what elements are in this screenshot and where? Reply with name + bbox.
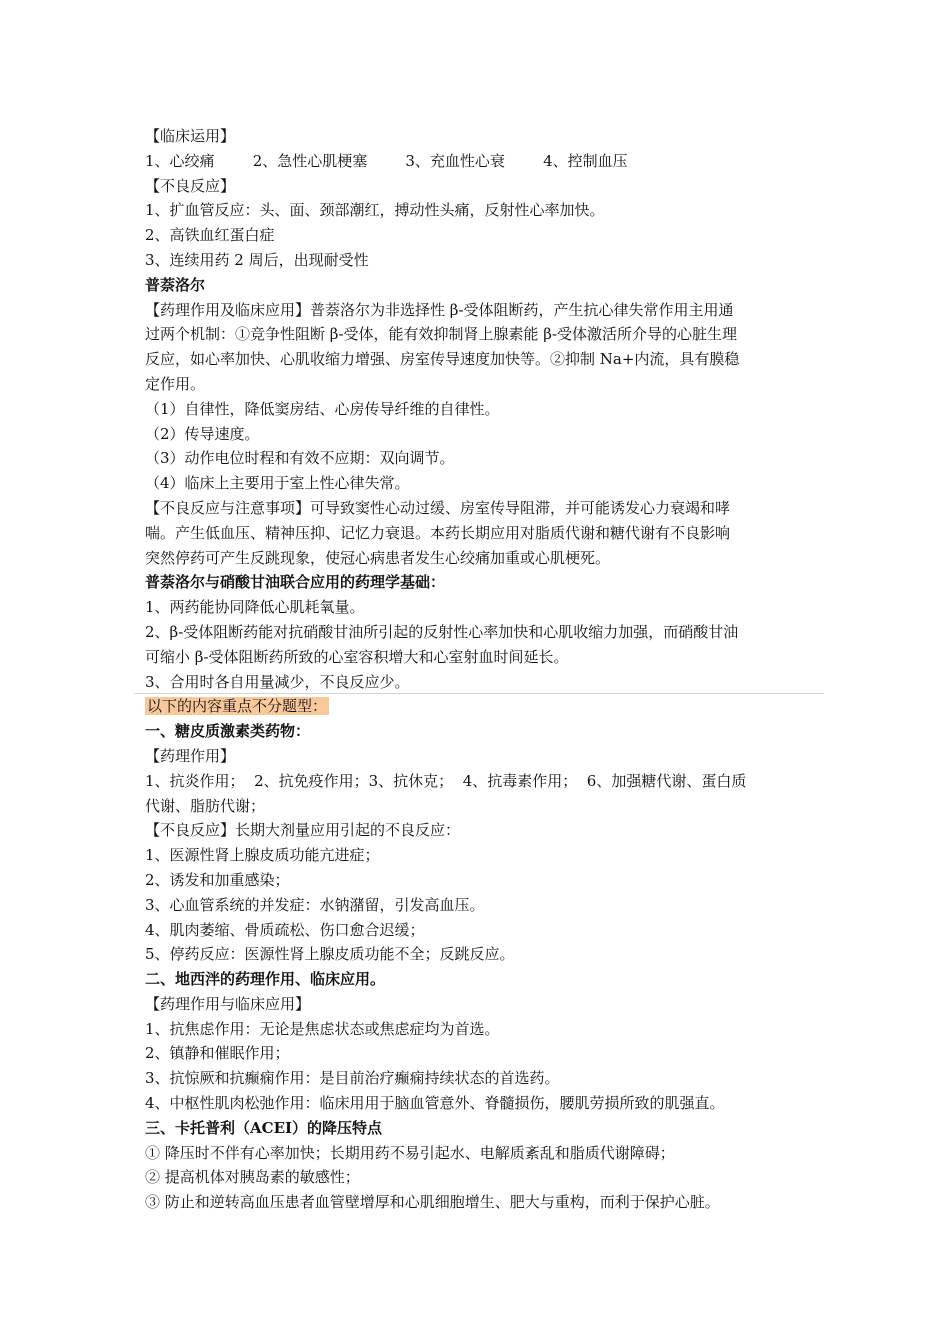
section-title-glucocorticoids: 一、糖皮质激素类药物： — [145, 722, 311, 741]
diazepam-item-4: 4、中枢性肌肉松弛作用：临床用用于脑血管意外、脊髓损伤，腰肌劳损所致的肌强直。 — [145, 1094, 725, 1113]
highlighted-note: 以下的内容重点不分题型： — [147, 697, 328, 716]
combination-item-2-line-1: 2、β-受体阻断药能对抗硝酸甘油所引起的反射性心率加快和心肌收缩力加强，而硝酸甘油 — [145, 622, 739, 641]
captopril-feature-3: ③ 防止和逆转高血压患者血管壁增厚和心肌细胞增生、肥大与重构，而利于保护心脏。 — [145, 1193, 720, 1212]
propranolol-pharmacology-line-3: 反应，如心率加快、心肌收缩力增强、房室传导速度加快等。②抑制 Na+内流，具有膜稳 — [145, 350, 740, 369]
section-title-diazepam: 二、地西泮的药理作用、临床应用。 — [145, 970, 386, 989]
glucocorticoid-adverse-2: 2、诱发和加重感染； — [145, 870, 290, 889]
glucocorticoid-adverse-1: 1、医源性肾上腺皮质功能亢进症； — [145, 846, 380, 865]
heading-pharmacology: 【药理作用】 — [145, 746, 236, 765]
glucocorticoid-effects-line-1: 1、抗炎作用； 2、抗免疫作用；3、抗休克； 4、抗毒素作用； 6、加强糖代谢、蛋白质 — [145, 771, 747, 790]
heading-adverse-reactions: 【不良反应】 — [145, 176, 236, 195]
document-body — [145, 124, 813, 1215]
propranolol-pharmacology-line-4: 定作用。 — [145, 374, 206, 393]
adverse-item-1: 1、扩血管反应：头、面、颈部潮红，搏动性头痛，反射性心率加快。 — [145, 201, 605, 220]
combination-item-2-line-2: 可缩小 β-受体阻断药所致的心室容积增大和心室射血时间延长。 — [145, 647, 569, 666]
highlight-note-line — [145, 694, 813, 719]
glucocorticoid-adverse-3: 3、心血管系统的并发症：水钠潴留，引发高血压。 — [145, 895, 485, 914]
propranolol-effect-1: （1）自律性，降低窦房结、心房传导纤维的自律性。 — [145, 399, 500, 418]
section-title-captopril: 三、卡托普利（ACEI）的降压特点 — [145, 1118, 383, 1137]
diazepam-item-1: 1、抗焦虑作用：无论是焦虑状态或焦虑症均为首选。 — [145, 1019, 500, 1038]
captopril-feature-1: ① 降压时不伴有心率加快；长期用药不易引起水、电解质紊乱和脂质代谢障碍； — [145, 1143, 675, 1162]
diazepam-heading: 【药理作用与临床应用】 — [145, 994, 311, 1013]
propranolol-pharmacology-line-1: 【药理作用及临床应用】普萘洛尔为非选择性 β-受体阻断药，产生抗心律失常作用主用通 — [145, 300, 734, 319]
captopril-feature-2: ② 提高机体对胰岛素的敏感性； — [145, 1168, 360, 1187]
combination-item-3: 3、合用时各自用量减少，不良反应少。 — [145, 672, 410, 691]
propranolol-effect-3: （3）动作电位时程和有效不应期：双向调节。 — [145, 449, 455, 468]
propranolol-effect-2: （2）传导速度。 — [145, 424, 260, 443]
heading-clinical-use: 【临床运用】 — [145, 127, 236, 145]
glucocorticoid-adverse-4: 4、肌肉萎缩、骨质疏松、伤口愈合迟缓； — [145, 920, 425, 939]
propranolol-pharmacology-line-2: 过两个机制：①竞争性阻断 β-受体，能有效抑制肾上腺素能 β-受体激活所介导的心脏生理 — [145, 325, 738, 344]
adverse-item-2: 2、高铁血红蛋白症 — [145, 226, 275, 245]
diazepam-item-2: 2、镇静和催眠作用； — [145, 1044, 290, 1063]
propranolol-adverse-line-1: 【不良反应与注意事项】可导致窦性心动过缓、房室传导阻滞，并可能诱发心力衰竭和哮 — [145, 498, 731, 517]
glucocorticoid-adverse-5: 5、停药反应：医源性肾上腺皮质功能不全；反跳反应。 — [145, 945, 515, 964]
section-title-combination: 普萘洛尔与硝酸甘油联合应用的药理学基础： — [145, 573, 446, 592]
adverse-item-3: 3、连续用药 2 周后，出现耐受性 — [145, 250, 369, 269]
propranolol-adverse-line-3: 突然停药可产生反跳现象，使冠心病患者发生心绞痛加重或心肌梗死。 — [145, 548, 611, 567]
glucocorticoid-adverse-heading: 【不良反应】长期大剂量应用引起的不良反应： — [145, 821, 461, 840]
section-title-propranolol: 普萘洛尔 — [145, 275, 206, 294]
propranolol-adverse-line-2: 喘。产生低血压、精神压抑、记忆力衰退。本药长期应用对脂质代谢和糖代谢有不良影响 — [145, 523, 731, 542]
propranolol-effect-4: （4）临床上主要用于室上性心律失常。 — [145, 474, 410, 493]
diazepam-item-3: 3、抗惊厥和抗癫痫作用：是目前治疗癫痫持续状态的首选药。 — [145, 1069, 560, 1088]
indications-line: 1、心绞痛 2、急性心肌梗塞 3、充血性心衰 4、控制血压 — [145, 151, 628, 170]
glucocorticoid-effects-line-2: 代谢、脂肪代谢； — [145, 796, 266, 815]
combination-item-1: 1、两药能协同降低心肌耗氧量。 — [145, 598, 365, 617]
